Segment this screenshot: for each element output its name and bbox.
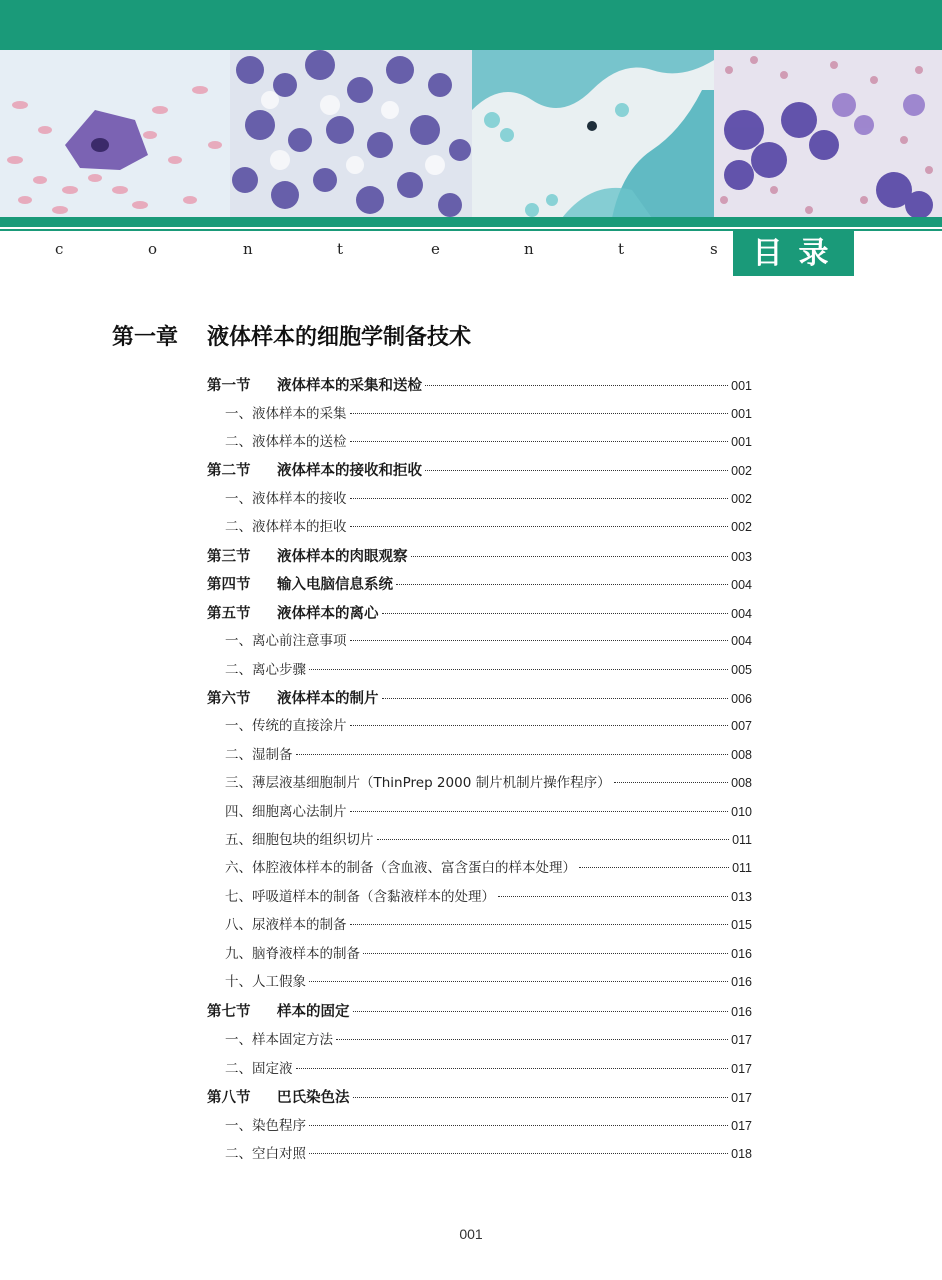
- toc-entry-title: 样本的固定: [277, 1004, 350, 1020]
- toc-page-number: 004: [731, 634, 752, 648]
- toc-subsection-entry[interactable]: [225, 913, 752, 937]
- toc-subsection-entry[interactable]: [225, 629, 752, 653]
- toc-page-number: 016: [731, 947, 752, 961]
- toc-page-number: 017: [731, 1033, 752, 1047]
- bottom-color-band: [0, 217, 942, 227]
- toc-page-number: 008: [731, 776, 752, 790]
- toc-section-number: 第一节: [207, 378, 251, 394]
- toc-page-number: 002: [731, 492, 752, 506]
- toc-subsection-entry[interactable]: [225, 828, 752, 852]
- toc-entry-title: 十、人工假象: [225, 974, 306, 990]
- toc-entry-title: 七、呼吸道样本的制备（含黏液样本的处理）: [225, 889, 495, 905]
- toc-subsection-entry[interactable]: [225, 487, 752, 511]
- toc-dot-leader: [353, 1097, 729, 1098]
- top-color-band: [0, 0, 942, 50]
- toc-entry-title: 二、湿制备: [225, 747, 293, 763]
- toc-subsection-entry[interactable]: [225, 771, 752, 795]
- toc-page-number: 010: [731, 805, 752, 819]
- toc-page-number: 006: [731, 692, 752, 706]
- toc-entry-title: 输入电脑信息系统: [277, 577, 393, 593]
- toc-dot-leader: [296, 754, 729, 755]
- toc-entry-title: 二、液体样本的送检: [225, 434, 347, 450]
- toc-dot-leader: [350, 498, 729, 499]
- toc-section-number: 第三节: [207, 549, 251, 565]
- toc-section-number: 第二节: [207, 463, 251, 479]
- toc-subsection-entry[interactable]: [225, 800, 752, 824]
- micrograph-image-1: [0, 50, 230, 218]
- toc-entry-title: 液体样本的采集和送检: [277, 378, 422, 394]
- toc-dot-leader: [614, 782, 729, 783]
- toc-dot-leader: [411, 556, 729, 557]
- toc-entry-title: 液体样本的离心: [277, 606, 379, 622]
- toc-dot-leader: [377, 839, 730, 840]
- micrograph-strip: [0, 50, 942, 218]
- toc-page-number: 017: [731, 1091, 752, 1105]
- toc-entry-title: 三、薄层液基细胞制片（ThinPrep 2000 制片机制片操作程序）: [225, 775, 611, 791]
- contents-letter: e: [431, 240, 440, 258]
- toc-subsection-entry[interactable]: [225, 885, 752, 909]
- toc-dot-leader: [296, 1068, 729, 1069]
- toc-page-number: 002: [731, 520, 752, 534]
- toc-entry-title: 九、脑脊液样本的制备: [225, 946, 360, 962]
- toc-page-number: 015: [731, 918, 752, 932]
- toc-dot-leader: [350, 924, 729, 925]
- toc-entry-title: 液体样本的接收和拒收: [277, 463, 422, 479]
- toc-entry-title: 八、尿液样本的制备: [225, 917, 347, 933]
- toc-entry-title: 二、固定液: [225, 1061, 293, 1077]
- toc-dot-leader: [336, 1039, 728, 1040]
- toc-dot-leader: [350, 441, 729, 442]
- contents-letter: s: [710, 240, 718, 258]
- toc-page-number: 011: [732, 833, 752, 847]
- toc-subsection-entry[interactable]: [225, 1057, 752, 1081]
- toc-page-number: 004: [731, 607, 752, 621]
- contents-letter: o: [148, 240, 158, 258]
- contents-letter: t: [337, 240, 344, 258]
- toc-entry-title: 一、液体样本的接收: [225, 491, 347, 507]
- toc-subsection-entry[interactable]: [225, 658, 752, 682]
- toc-entry-title: 一、液体样本的采集: [225, 406, 347, 422]
- toc-subsection-entry[interactable]: [225, 856, 752, 880]
- toc-section-entry[interactable]: [207, 602, 752, 626]
- toc-subsection-entry[interactable]: [225, 515, 752, 539]
- toc-section-entry[interactable]: [207, 459, 752, 483]
- toc-dot-leader: [382, 698, 729, 699]
- toc-dot-leader: [363, 953, 728, 954]
- toc-dot-leader: [309, 981, 728, 982]
- toc-section-entry[interactable]: [207, 573, 752, 597]
- toc-subsection-entry[interactable]: [225, 1142, 752, 1166]
- toc-entry-title: 四、细胞离心法制片: [225, 804, 347, 820]
- contents-spaced-word: [0, 240, 740, 270]
- toc-entry-title: 一、离心前注意事项: [225, 633, 347, 649]
- toc-page-number: 003: [731, 550, 752, 564]
- toc-entry-title: 液体样本的肉眼观察: [277, 549, 408, 565]
- toc-section-number: 第六节: [207, 691, 251, 707]
- toc-section-entry[interactable]: [207, 687, 752, 711]
- toc-section-entry[interactable]: [207, 374, 752, 398]
- toc-section-number: 第八节: [207, 1090, 251, 1106]
- toc-section-number: 第五节: [207, 606, 251, 622]
- contents-letter: n: [243, 240, 253, 258]
- toc-section-entry[interactable]: [207, 545, 752, 569]
- toc-page-number: 013: [731, 890, 752, 904]
- toc-dot-leader: [309, 1153, 728, 1154]
- toc-dot-leader: [425, 385, 728, 386]
- page-number: 001: [459, 1226, 483, 1242]
- toc-page-number: 011: [732, 861, 752, 875]
- toc-dot-leader: [353, 1011, 729, 1012]
- micrograph-image-3: [472, 50, 714, 218]
- toc-dot-leader: [382, 613, 729, 614]
- toc-subsection-entry[interactable]: [225, 942, 752, 966]
- toc-subsection-entry[interactable]: [225, 402, 752, 426]
- chapter-title: 液体样本的细胞学制备技术: [207, 325, 472, 350]
- toc-page-number: 007: [731, 719, 752, 733]
- contents-letter: t: [618, 240, 625, 258]
- chapter-number: 第一章: [112, 325, 179, 350]
- toc-section-entry[interactable]: [207, 1000, 752, 1024]
- toc-entry-title: 巴氏染色法: [277, 1090, 350, 1106]
- toc-subsection-entry[interactable]: [225, 743, 752, 767]
- toc-entry-title: 一、样本固定方法: [225, 1032, 333, 1048]
- toc-page-number: 017: [731, 1119, 752, 1133]
- toc-entry-title: 二、空白对照: [225, 1146, 306, 1162]
- toc-dot-leader: [350, 811, 729, 812]
- toc-page-number: 001: [731, 435, 752, 449]
- toc-entry-title: 二、离心步骤: [225, 662, 306, 678]
- micrograph-image-2: [230, 50, 472, 218]
- toc-subsection-entry[interactable]: [225, 1114, 752, 1138]
- toc-dot-leader: [579, 867, 729, 868]
- toc-dot-leader: [350, 413, 729, 414]
- toc-page-number: 005: [731, 663, 752, 677]
- toc-dot-leader: [396, 584, 728, 585]
- toc-subsection-entry[interactable]: [225, 714, 752, 738]
- toc-dot-leader: [350, 725, 729, 726]
- toc-page-number: 016: [731, 975, 752, 989]
- toc-dot-leader: [309, 669, 728, 670]
- toc-entry-title: 液体样本的制片: [277, 691, 379, 707]
- toc-dot-leader: [498, 896, 728, 897]
- toc-page-number: 001: [731, 407, 752, 421]
- toc-subsection-entry[interactable]: [225, 430, 752, 454]
- toc-section-number: 第七节: [207, 1004, 251, 1020]
- toc-subsection-entry[interactable]: [225, 1028, 752, 1052]
- toc-page-number: 002: [731, 464, 752, 478]
- chapter-heading[interactable]: [112, 320, 471, 351]
- toc-entry-title: 六、体腔液体样本的制备（含血液、富含蛋白的样本处理）: [225, 860, 576, 876]
- toc-entry-title: 一、染色程序: [225, 1118, 306, 1134]
- toc-page-number: 016: [731, 1005, 752, 1019]
- toc-entry-title: 五、细胞包块的组织切片: [225, 832, 374, 848]
- toc-page-number: 008: [731, 748, 752, 762]
- contents-title-badge: 目录: [733, 231, 854, 276]
- toc-dot-leader: [309, 1125, 728, 1126]
- micrograph-image-4: [714, 50, 942, 218]
- toc-section-entry[interactable]: [207, 1086, 752, 1110]
- toc-dot-leader: [350, 640, 729, 641]
- toc-entry-title: 二、液体样本的拒收: [225, 519, 347, 535]
- toc-page-number: 001: [731, 379, 752, 393]
- toc-dot-leader: [425, 470, 728, 471]
- toc-page-number: 017: [731, 1062, 752, 1076]
- toc-section-number: 第四节: [207, 577, 251, 593]
- contents-letter: c: [55, 240, 64, 258]
- toc-page-number: 004: [731, 578, 752, 592]
- toc-entry-title: 一、传统的直接涂片: [225, 718, 347, 734]
- contents-letter: n: [524, 240, 534, 258]
- toc-dot-leader: [350, 526, 729, 527]
- toc-page-number: 018: [731, 1147, 752, 1161]
- toc-subsection-entry[interactable]: [225, 970, 752, 994]
